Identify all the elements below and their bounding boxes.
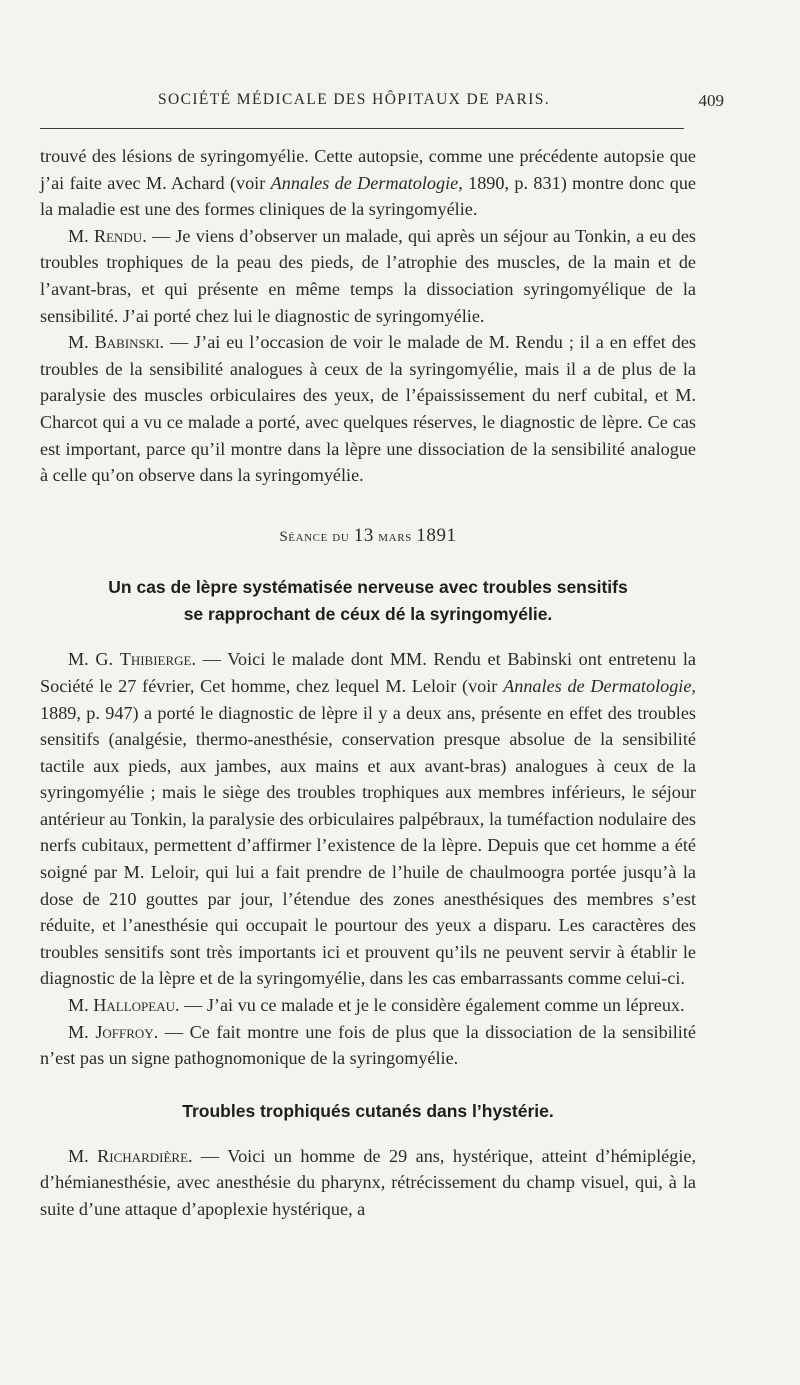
- header-rule: [40, 128, 684, 129]
- speaker-name: Hallopeau: [93, 995, 176, 1016]
- paragraph-joffroy: M. Joffroy. — Ce fait montre une fois de plus que la dissociation de la sensibilité n’est pas un signe pathognomonique de la syringomyélie.: [40, 1021, 696, 1069]
- page-number: 409: [698, 91, 724, 110]
- speaker-name: Joffroy: [95, 1021, 154, 1042]
- paragraph-richardiere: M. Richardière. — Voici un homme de 29 ans, hystérique, atteint d’hémiplégie, d’hémianesthésie, avec anesthésie du pharynx, rétrécissement du champ visuel, qui, à la suite d’une attaque d’apoplexie hystérique, a: [40, 1145, 696, 1219]
- running-title: SOCIÉTÉ MÉDICALE DES HÔPITAUX DE PARIS.: [158, 91, 551, 108]
- section-title-lepre-line2: se rapprochant de céux dé la syringomyélie.: [183, 604, 553, 625]
- paragraph-babinski: M. Babinski. — J’ai eu l’occasion de voir le malade de M. Rendu ; il a en effet des troubles de la sensibilité analogues à ceux de la syringomyélie, mais il a de plus de la paralysie des muscles orbiculaires des yeux, de l’épaississement du nerf cubital, et M. Charcot qui a vu ce malade a porté, avec quelques réserves, le diagnostic de lèpre. Ce cas est important, parce qu’il montre dans la lèpre une dissociation de la sensibilité analogue à celle qu’on observe dans la syringomyélie.: [40, 332, 697, 486]
- speaker-name: Thibierge: [119, 649, 192, 670]
- speaker-name: Babinski: [94, 332, 160, 353]
- paragraph-thibierge: M. G. Thibierge. — Voici le malade dont MM. Rendu et Babinski ont entretenu la Société le 27 février, Cet homme, chez lequel M. Leloir (voir Annales de Dermatologie, 1889, p. 947) a porté le diagnostic de lèpre il y a deux ans, présente en effet des troubles sensitifs (analgésie, thermo-anesthésie, conservation presque absolue de la sensibilité tactile aux pieds, aux jambes, aux mains et aux avant-bras) analogues à ceux de la syringomyélie ; mais le siège des troubles trophiques aux membres inférieurs, le séjour antérieur au Tonkin, la paralysie des orbiculaires palpébraux, la tuméfaction nodulaire des nerfs cubitaux, permettent d’affirmer l’existence de la lèpre. Depuis que cet homme a été soigné par M. Leloir, qui lui a fait prendre de l’huile de chaulmoogra portée jusqu’à la dose de 210 gouttes par jour, l’étendue des zones anesthésiques des membres s’est réduite, et l’anesthésie qui occupait le pourtour des yeux a disparu. Les caractères des troubles sensitifs sont très importants ici et prouvent qu’ils ne peuvent servir à établir le diagnostic de la lèpre et de la syringomyélie, dans les cas embarrassants comme celui-ci.: [40, 649, 696, 989]
- seance-heading: Séance du 13 mars 1891: [279, 524, 457, 546]
- paragraph-continuation: trouvé des lésions de syringomyélie. Cette autopsie, comme une précédente autopsie que j’ai faite avec M. Achard (voir Annales de Dermatologie, 1890, p. 831) montre donc que la maladie est une des formes cliniques de la syringomyélie.: [40, 146, 696, 220]
- section-title-hysterie: Troubles trophiqués cutanés dans l’hystérie.: [182, 1100, 554, 1121]
- body-text: [40, 143, 696, 1223]
- paragraph-hallopeau: M. Hallopeau. — J’ai vu ce malade et je le considère également comme un lépreux.: [68, 995, 685, 1016]
- paragraph-rendu: M. Rendu. — Je viens d’observer un malade, qui après un séjour au Tonkin, a eu des troubles trophiques de la peau des pieds, de l’atrophie des muscles, de la main et de l’avant-bras, et qui présente en même temps la dissociation syringomyélique de la sensibilité. J’ai porté chez lui le diagnostic de syringomyélie.: [40, 225, 697, 326]
- running-header: [40, 91, 768, 117]
- speaker-name: Rendu: [93, 225, 143, 246]
- speaker-name: Richardière: [97, 1145, 189, 1166]
- section-title-lepre: Un cas de lèpre systématisée nerveuse avec troubles sensitifs: [108, 577, 628, 598]
